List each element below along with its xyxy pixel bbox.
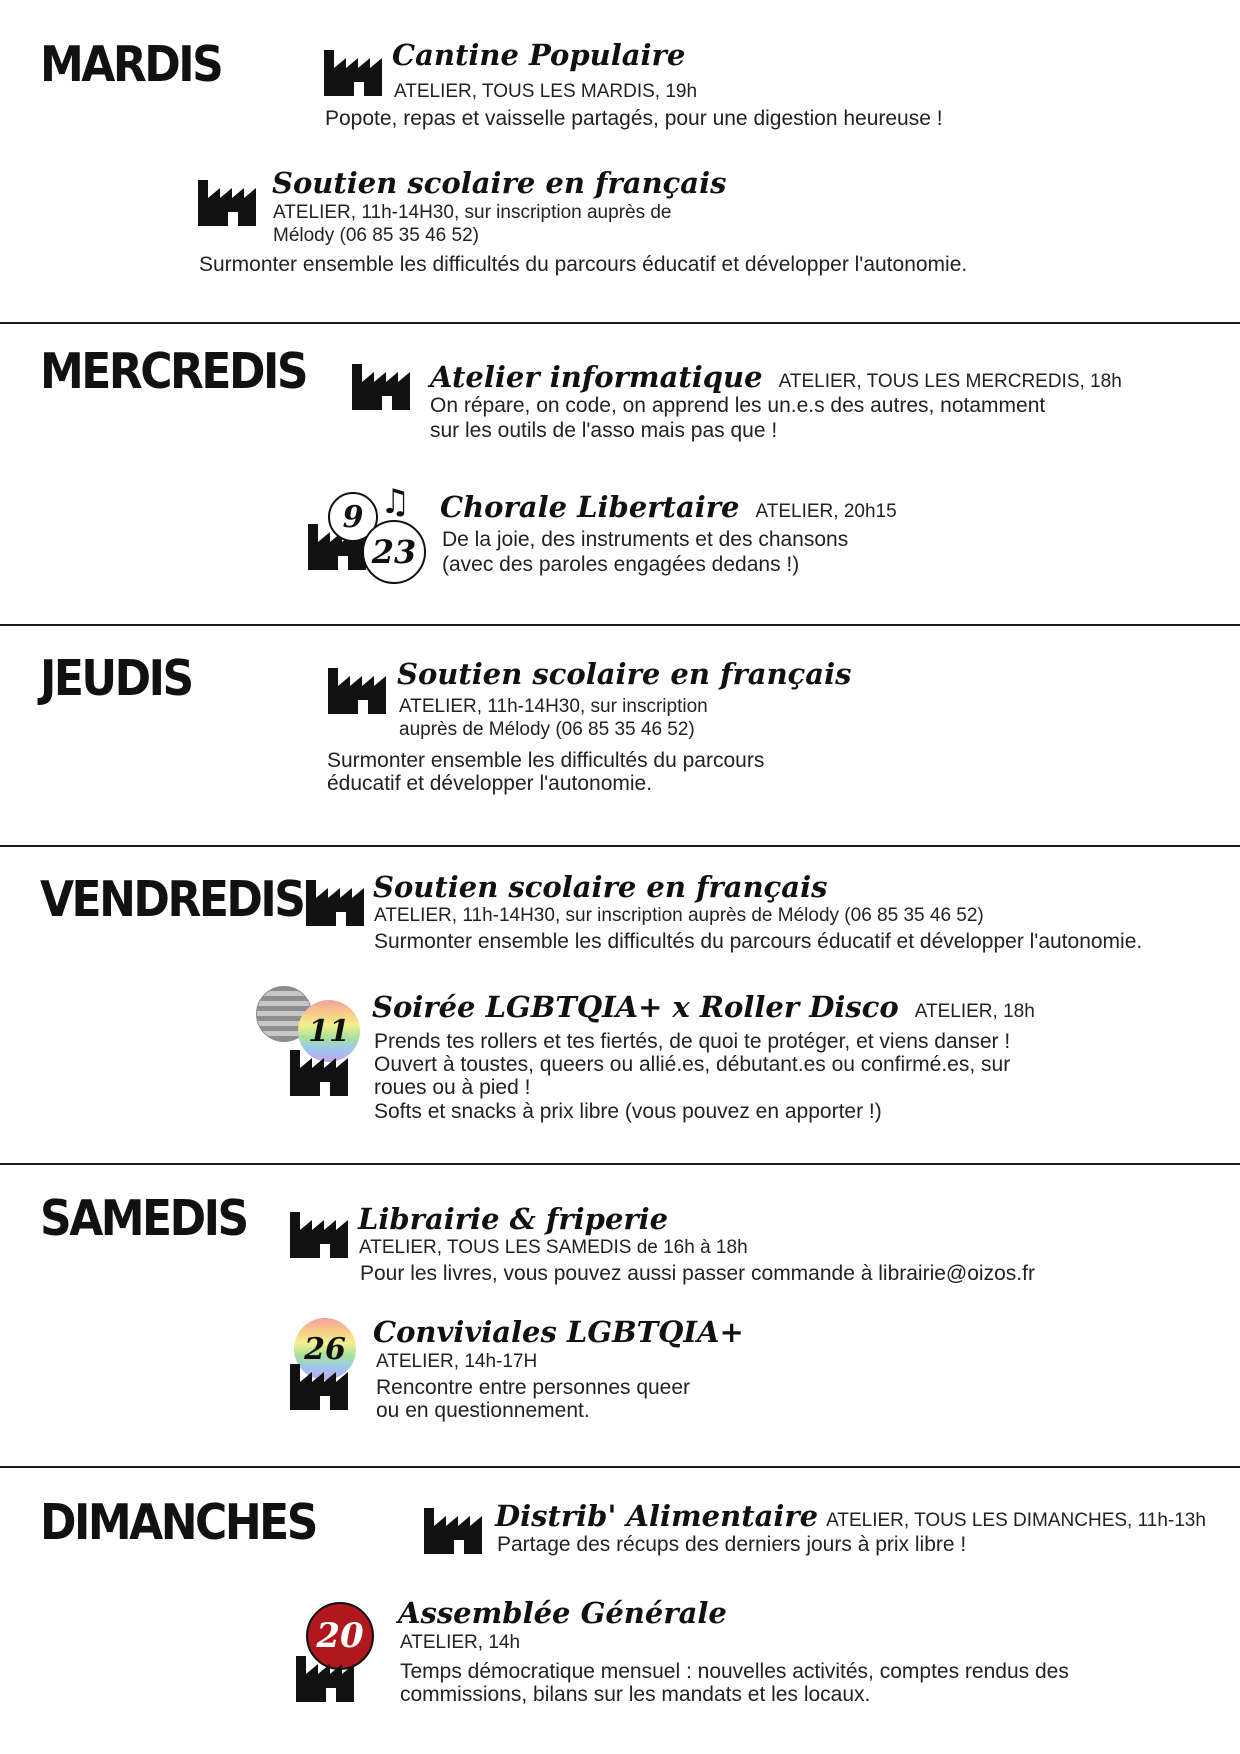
date-badge: 23 — [362, 520, 426, 584]
event-title: Conviviales LGBTQIA+ — [373, 1315, 744, 1349]
event-title-text: Atelier informatique — [430, 360, 763, 394]
event-title — [430, 360, 1122, 394]
event-description: Pour les livres, vous pouvez aussi passer commande à librairie@oizos.fr — [360, 1262, 1035, 1285]
event-description: De la joie, des instruments et des chansons — [442, 528, 849, 551]
event-title: Soutien scolaire en français — [397, 657, 852, 691]
event-description: Surmonter ensemble les difficultés du parcours éducatif et développer l'autonomie. — [199, 253, 968, 276]
factory-icon — [290, 1212, 348, 1258]
event-description: commissions, bilans sur les mandats et les locaux. — [400, 1683, 871, 1706]
event-description: Partage des récups des derniers jours à prix libre ! — [497, 1533, 967, 1556]
date-badge: 20 — [306, 1602, 374, 1670]
factory-icon — [424, 1508, 482, 1554]
event-meta: auprès de Mélody (06 85 35 46 52) — [399, 719, 695, 740]
event-description: roues ou à pied ! — [374, 1076, 531, 1099]
section-divider — [0, 322, 1240, 324]
event-title-text: Chorale Libertaire — [440, 490, 740, 524]
event-title — [440, 490, 897, 524]
event-description: On répare, on code, on apprend les un.e.s des autres, notamment — [430, 394, 1046, 417]
day-heading-dimanches: DIMANCHES — [40, 1494, 316, 1552]
event-title: Cantine Populaire — [392, 38, 686, 72]
event-description: Surmonter ensemble les difficultés du parcours éducatif et développer l'autonomie. — [374, 930, 1143, 953]
day-heading-jeudis: JEUDIS — [40, 650, 192, 708]
event-description: ou en questionnement. — [376, 1399, 590, 1422]
event-description: Temps démocratique mensuel : nouvelles activités, comptes rendus des — [400, 1660, 1069, 1683]
factory-icon — [324, 50, 382, 96]
event-title — [495, 1499, 1206, 1533]
factory-icon — [328, 668, 386, 714]
factory-icon — [352, 364, 410, 410]
event-meta: ATELIER, 20h15 — [755, 501, 897, 522]
section-divider — [0, 845, 1240, 847]
factory-icon — [290, 1050, 348, 1096]
event-title-text: Distrib' Alimentaire — [495, 1499, 819, 1533]
day-heading-samedis: SAMEDIS — [40, 1190, 247, 1248]
day-heading-vendredis: VENDREDIS — [40, 871, 304, 929]
event-meta: ATELIER, TOUS LES SAMEDIS de 16h à 18h — [359, 1237, 748, 1258]
event-title: Soutien scolaire en français — [373, 870, 828, 904]
event-meta: ATELIER, 14h — [400, 1632, 521, 1653]
event-description: Prends tes rollers et tes fiertés, de quoi te protéger, et viens danser ! — [374, 1030, 1011, 1053]
event-meta: ATELIER, TOUS LES DIMANCHES, 11h-13h — [826, 1510, 1206, 1531]
event-meta: ATELIER, 11h-14H30, sur inscription auprès de Mélody (06 85 35 46 52) — [374, 905, 984, 926]
event-meta: ATELIER, 14h-17H — [376, 1351, 538, 1372]
factory-icon — [296, 1656, 354, 1702]
event-meta: ATELIER, 11h-14H30, sur inscription — [399, 696, 708, 717]
event-title: Librairie & friperie — [358, 1202, 669, 1236]
event-meta: ATELIER, 18h — [914, 1001, 1035, 1022]
event-title-text: Soirée LGBTQIA+ x Roller Disco — [372, 990, 899, 1024]
event-description: sur les outils de l'asso mais pas que ! — [430, 419, 778, 442]
music-note-icon: ♫ — [380, 482, 411, 522]
date-badge: 26 — [294, 1318, 356, 1380]
day-heading-mercredis: MERCREDIS — [40, 343, 307, 401]
section-divider — [0, 624, 1240, 626]
factory-icon — [290, 1364, 348, 1410]
day-heading-mardis: MARDIS — [40, 36, 222, 94]
event-description: éducatif et développer l'autonomie. — [327, 772, 653, 795]
section-divider — [0, 1163, 1240, 1165]
date-badge: 11 — [298, 1000, 360, 1062]
event-meta: ATELIER, TOUS LES MARDIS, 19h — [394, 81, 698, 102]
section-divider — [0, 1466, 1240, 1468]
event-meta: Mélody (06 85 35 46 52) — [273, 225, 479, 246]
factory-icon — [306, 880, 364, 926]
event-description: Rencontre entre personnes queer — [376, 1376, 691, 1399]
event-description: Ouvert à toustes, queers ou allié.es, débutant.es ou confirmé.es, sur — [374, 1053, 1011, 1076]
event-description: Softs et snacks à prix libre (vous pouvez en apporter !) — [374, 1100, 882, 1123]
event-title — [372, 990, 1035, 1024]
event-meta: ATELIER, 11h-14H30, sur inscription auprès de — [273, 202, 672, 223]
event-description: Popote, repas et vaisselle partagés, pour une digestion heureuse ! — [325, 107, 943, 130]
factory-icon — [198, 180, 256, 226]
event-title: Soutien scolaire en français — [272, 166, 727, 200]
event-description: (avec des paroles engagées dedans !) — [442, 553, 800, 576]
event-description: Surmonter ensemble les difficultés du parcours — [327, 749, 765, 772]
date-badge: 9 — [328, 492, 378, 542]
event-title: Assemblée Générale — [398, 1596, 727, 1630]
event-meta: ATELIER, TOUS LES MERCREDIS, 18h — [778, 371, 1122, 392]
